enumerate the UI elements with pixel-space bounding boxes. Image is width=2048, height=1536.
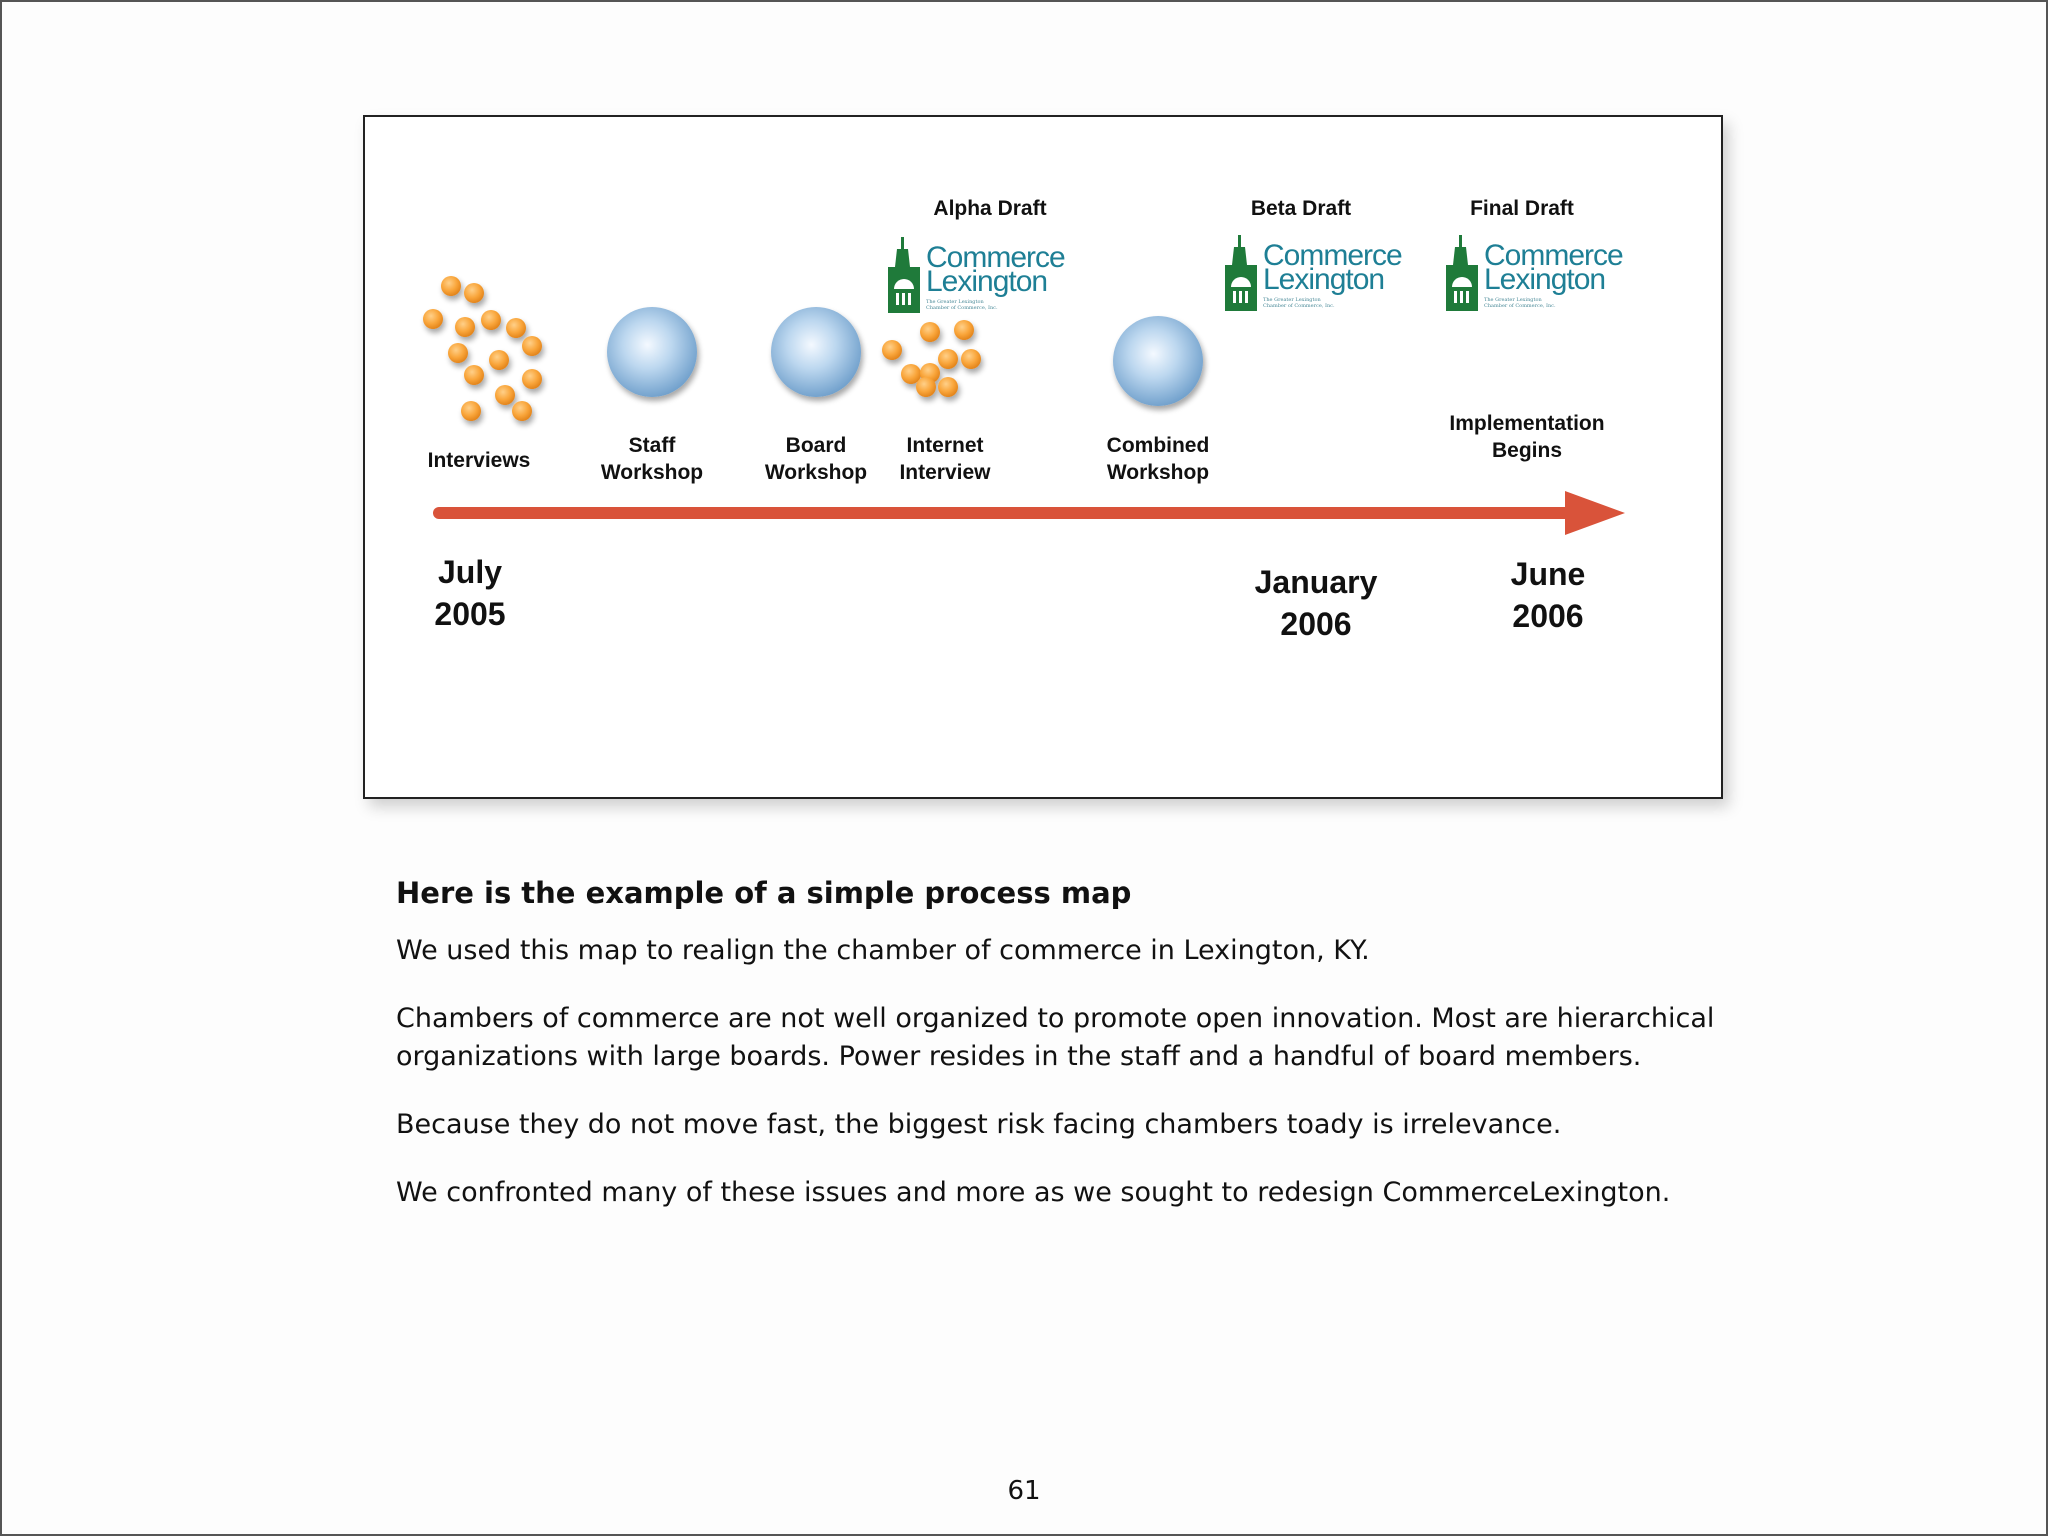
notes-heading: Here is the example of a simple process map bbox=[396, 876, 1132, 910]
logo-fine-print: The Greater Lexington Chamber of Commerce, Inc. bbox=[1484, 297, 1556, 309]
logo-fine-print: The Greater Lexington Chamber of Commerce, Inc. bbox=[1263, 297, 1335, 309]
stage-label-internet-interview: Internet Interview bbox=[899, 434, 991, 485]
process-map-slide bbox=[363, 115, 1723, 799]
date-january-2006: January 2006 bbox=[1254, 564, 1378, 642]
notes-paragraph: We confronted many of these issues and more as we sought to redesign CommerceLexington. bbox=[396, 1177, 1671, 1208]
commerce-lexington-logo-alpha bbox=[888, 237, 1088, 317]
combined-workshop-sphere bbox=[1113, 316, 1203, 406]
logo-line1: Commerce bbox=[926, 241, 1065, 274]
notes-paragraph: Because they do not move fast, the biggest risk facing chambers toady is irrelevance. bbox=[396, 1109, 1562, 1140]
alpha-draft-label: Alpha Draft bbox=[933, 197, 1047, 220]
internet-interview-dot-cluster bbox=[882, 320, 981, 397]
commerce-lexington-logo-final bbox=[1446, 235, 1646, 315]
speaker-notes bbox=[396, 876, 1716, 1242]
stage-label-board-workshop: Board Workshop bbox=[764, 434, 868, 485]
date-july-2005: July 2005 bbox=[434, 554, 506, 632]
stage-label-combined-workshop: Combined Workshop bbox=[1106, 434, 1210, 485]
final-draft-label: Final Draft bbox=[1470, 197, 1574, 220]
stage-label-interviews: Interviews bbox=[427, 449, 531, 472]
stage-label-implementation-begins: Implementation Begins bbox=[1449, 412, 1605, 463]
staff-workshop-sphere bbox=[607, 307, 697, 397]
beta-draft-label: Beta Draft bbox=[1250, 197, 1352, 220]
date-june-2006: June 2006 bbox=[1510, 556, 1586, 634]
stage-label-staff-workshop: Staff Workshop bbox=[600, 434, 704, 485]
logo-fine-print: The Greater Lexington Chamber of Commerce, Inc. bbox=[926, 299, 998, 311]
logo-line2: Lexington bbox=[1484, 263, 1606, 296]
page-number: 61 bbox=[1007, 1476, 1041, 1506]
timeline-arrow bbox=[433, 491, 1625, 535]
logo-line1: Commerce bbox=[1484, 239, 1623, 272]
chamber-tower-icon bbox=[1225, 235, 1261, 315]
commerce-lexington-logo-beta bbox=[1225, 235, 1425, 315]
interviews-dot-cluster bbox=[423, 276, 542, 421]
chamber-tower-icon bbox=[1446, 235, 1482, 315]
logo-line1: Commerce bbox=[1263, 239, 1402, 272]
logo-line2: Lexington bbox=[1263, 263, 1385, 296]
board-workshop-sphere bbox=[771, 307, 861, 397]
logo-line2: Lexington bbox=[926, 265, 1048, 298]
notes-paragraph: Chambers of commerce are not well organized to promote open innovation. Most are hierarchical organizations with large boards. Power resides in the staff and a handful of board members. bbox=[396, 1003, 1715, 1072]
chamber-tower-icon bbox=[888, 237, 924, 317]
notes-paragraph: We used this map to realign the chamber of commerce in Lexington, KY. bbox=[396, 935, 1370, 966]
